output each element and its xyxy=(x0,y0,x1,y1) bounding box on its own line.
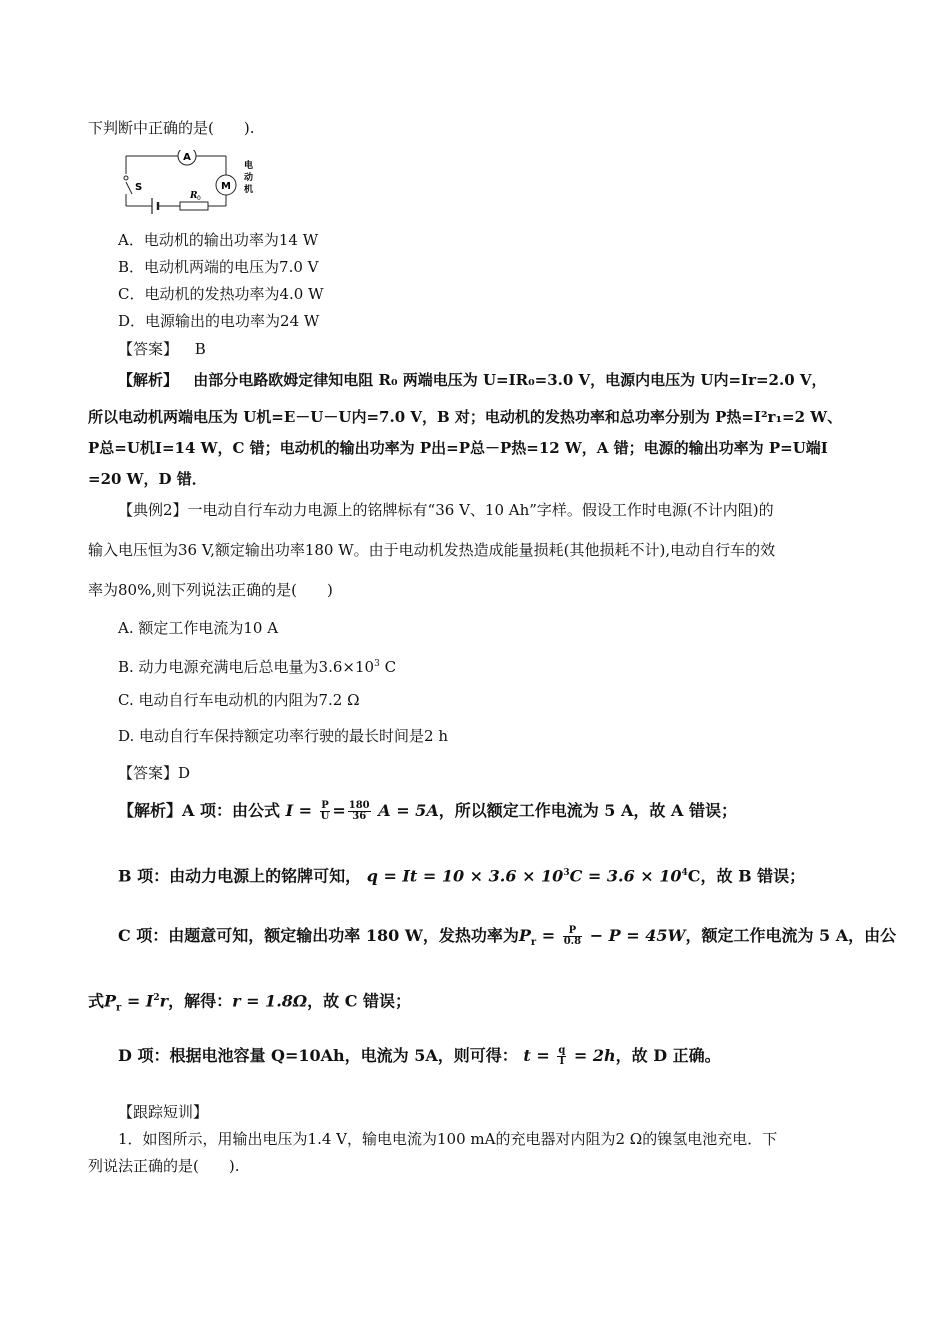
example2-stem-3: 率为80%,则下列说法正确的是( ) xyxy=(88,581,333,599)
example2-option-b xyxy=(118,653,396,678)
formula-c-lhs: P xyxy=(518,926,531,945)
frac-den: U xyxy=(320,811,330,822)
formula-c2-rhs: = I xyxy=(121,991,154,1011)
formula-c2-result: r = 1.8Ω xyxy=(232,991,308,1011)
switch-label: S xyxy=(135,182,143,193)
example2-line-1 xyxy=(118,499,774,521)
solution-d-text: D 项：根据电池容量 Q=10Ah，电流为 5A，则可得： xyxy=(118,1046,518,1065)
formula-a-lhs: I = xyxy=(285,801,313,820)
solution-c-line-2 xyxy=(88,987,411,1020)
analysis-line-4: =20 W，D 错． xyxy=(88,470,207,488)
option-c: C．电动机的发热功率为4.0 W xyxy=(118,285,324,303)
switch-contact xyxy=(124,176,128,180)
formula-c2-r: r xyxy=(159,991,169,1011)
frac-num: P xyxy=(321,800,329,811)
analysis-text-1: 由部分电路欧姆定律知电阻 R₀ 两端电压为 U=IR₀=3.0 V，电源内电压为 U内=Ir=2.0 V， xyxy=(193,371,827,389)
answer-value: B xyxy=(194,340,206,358)
solution-c-tail: ，额定工作电流为 5 A，由公 xyxy=(685,926,897,945)
frac-den: I xyxy=(559,1056,565,1067)
formula-a-rhs: A = 5A xyxy=(378,801,439,820)
frac-num: q xyxy=(558,1045,566,1056)
formula-b-exp1: 3 xyxy=(563,868,570,878)
answer-row xyxy=(118,338,206,360)
analysis-line-1 xyxy=(118,369,827,391)
option-a: A．电动机的输出功率为14 W xyxy=(118,231,319,249)
formula-d-lhs: t = xyxy=(523,1046,550,1065)
formula-b-exp2: 4 xyxy=(681,868,688,878)
analysis-line-2: 所以电动机两端电压为 U机=E－U－U内=7.0 V，B 对；电动机的发热功率和总功率分别为 P热=I²r₁=2 W、 xyxy=(88,408,843,426)
formula-b: q = It = 10 × 3.6 × 10 xyxy=(366,866,564,886)
fraction-p-over-0.8 xyxy=(563,926,582,947)
example2-stem-1: 一电动自行车动力电源上的铭牌标有“36 V、10 Ah”字样。假设工作时电源(不计内阻)的 xyxy=(187,501,774,519)
resistor-box xyxy=(180,202,208,210)
circuit-diagram xyxy=(118,150,268,216)
option-d: D．电源输出的电功率为24 W xyxy=(118,312,320,330)
formula-c-sub: r xyxy=(530,937,537,949)
option-b-exp: 3 xyxy=(374,659,380,669)
example2-label: 【典例2】 xyxy=(118,501,188,519)
drill-question-line-2: 列说法正确的是( ). xyxy=(88,1157,240,1175)
frac-den: 36 xyxy=(352,811,367,822)
solution-b xyxy=(118,862,805,887)
formula-c2-exp: 2 xyxy=(153,993,160,1003)
option-b-unit: C xyxy=(379,658,397,676)
analysis-label: 【解析】 xyxy=(118,371,179,389)
ammeter-label: A xyxy=(183,152,191,163)
switch-blade xyxy=(126,182,132,194)
solution-b-text: B 项：由动力电源上的铭牌可知， xyxy=(118,866,362,886)
answer-label: 【答案】 xyxy=(118,340,179,358)
motor-text-2: 动 xyxy=(244,173,254,183)
solution-c xyxy=(118,925,896,954)
drill-question-line-1: 1．如图所示，用输出电压为1.4 V，输电电流为100 mA的充电器对内阻为2 Ω的镍氢电池充电．下 xyxy=(118,1130,778,1148)
solution-a-tail: ，所以额定工作电流为 5 A，故 A 错误； xyxy=(438,801,737,820)
solution-a: 【解析】A 项：由公式 I = $\frac{P}{U}$ = $\frac{180}{36}$ A = 5A，所以额定工作电流为 5 A，故 A 错误； xyxy=(118,800,737,822)
solution-d xyxy=(118,1045,721,1067)
option-b-text: B. 动力电源充满电后总电量为3.6×10 xyxy=(118,658,375,676)
question-stem-tail: 下判断中正确的是( ). xyxy=(88,119,255,137)
motor-text-1: 电 xyxy=(244,161,254,171)
solution-a-label: 【解析】A 项：由公式 xyxy=(118,801,280,820)
formula-d-rhs: = 2h xyxy=(573,1046,616,1065)
example2-stem-2: 输入电压恒为36 V,额定输出功率180 W。由于电动机发热造成能量损耗(其他损耗不计),电动自行车的效 xyxy=(88,541,776,559)
formula-c-eq: = xyxy=(541,926,556,945)
solution-c2-tail: ，故 C 错误； xyxy=(307,991,412,1011)
analysis-line-3: P总=U机I=14 W，C 错；电动机的输出功率为 P出=P总－P热=12 W，A 错；电源的输出功率为 P=U端I xyxy=(88,439,828,457)
example2-option-d: D. 电动自行车保持额定功率行驶的最长时间是2 h xyxy=(118,727,449,745)
example2-option-c: C. 电动自行车电动机的内阻为7.2 Ω xyxy=(118,691,360,709)
solution-d-tail: ，故 D 正确。 xyxy=(615,1046,721,1065)
motor-text-3: 机 xyxy=(244,185,254,195)
fraction-p-over-u xyxy=(320,801,331,822)
formula-c2-sub: r xyxy=(116,1002,122,1014)
solution-c2-mid: ，解得： xyxy=(168,991,233,1011)
formula-b-mid: C = 3.6 × 10 xyxy=(569,866,682,886)
example2-answer: 【答案】D xyxy=(118,764,191,782)
fraction-q-over-i xyxy=(557,1046,566,1067)
example2-option-a: A. 额定工作电流为10 A xyxy=(118,619,279,637)
solution-b-tail: C，故 B 错误； xyxy=(687,866,806,886)
frac-num: 180 xyxy=(348,800,370,811)
resistor-sub: 0 xyxy=(197,195,201,202)
resistor-label: R xyxy=(190,191,198,201)
fraction-180-over-36 xyxy=(348,801,371,822)
formula-c2: P xyxy=(104,991,117,1011)
motor-label: M xyxy=(221,181,231,192)
formula-c-rhs: − P = 45W xyxy=(589,926,686,945)
option-b: B．电动机两端的电压为7.0 V xyxy=(118,258,319,276)
drill-label: 【跟踪短训】 xyxy=(118,1103,209,1121)
frac-den: 0.8 xyxy=(563,936,582,947)
frac-num: P xyxy=(563,926,582,937)
solution-c-text: C 项：由题意可知，额定输出功率 180 W，发热功率为 xyxy=(118,926,519,945)
solution-c2-head: 式 xyxy=(88,991,105,1011)
